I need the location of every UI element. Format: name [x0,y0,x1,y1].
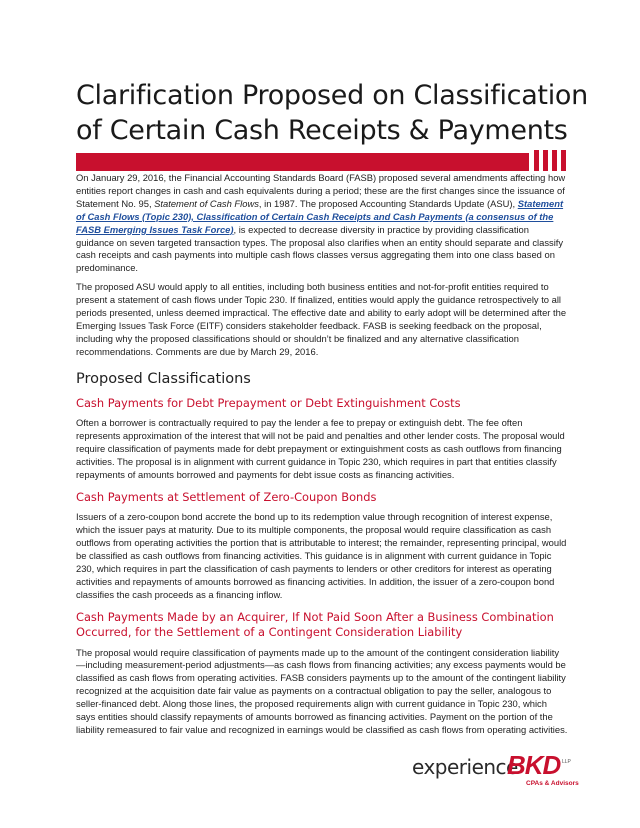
page-title: Clarification Proposed on Classification of Certain Cash Receipts & Payments [76,80,588,146]
statement-title: Statement of Cash Flows [154,197,259,209]
article-body [76,172,568,743]
subsection-body: The proposal would require classification of payments made up to the amount of the contingent consideration liability—including measurement-period adjustments—as cash flows from financing activities; any excess payments would be classified as cash flows from operating activities. FASB considers payments up to the amount of the contingent liability recognized at the acquisition date fair value as payments on a contractual obligation to pay the seller, analogous to seller-financed debt. Along those lines, the proposed requirements align with current guidance in Topic 230, which says entities should classify repayments of amounts borrowed as financing activities. Payment on the portion of the liability remeasured to fair value and recognized in earnings would be classified as cash flows from operating activities. [76,646,568,735]
subsection-body: Issuers of a zero-coupon bond accrete the bond up to its redemption value through recognition of interest expense, which the issuer pays at maturity. Due to its multiple components, the proposal would require classification as cash outflows from operating activities the portion that is attributable to interest; the remainder, representing principal, would be classified as cash outflows from financing activities. This guidance is in alignment with current guidance in Topic 230, which requires in part the classification of cash payments to lenders or other creditors for interest as operating activities and repayments of amounts borrowed as financing activities. In addition, the issuer of a zero-coupon bond classifies the cash proceeds as a financing inflow. [76,511,567,600]
asu-link[interactable]: Statement of Cash Flows (Topic 230), Classification of Certain Cash Receipts and Cash Payments (a consensus of the FASB Emerging Issues Task Force) [76,197,564,235]
logo-brand: BKD [507,750,561,780]
logo-tagline: CPAs & Advisors [526,780,579,787]
subsection-body: Often a borrower is contractually required to pay the lender a fee to prepay or extinguish debt. The fee often represents approximation of the interest that will not be paid and penalties and other lender costs. The proposal would require classification of payments made for debt prepayment or extinguishment costs as cash outflows from financing activities. The proposal is in alignment with current guidance in Topic 230, which requires in part that entities classify repayments of amounts borrowed and payments for debt issue costs as financing activities. [76,417,565,480]
intro-text: , in 1987. The proposed Accounting Standards Update (ASU), [258,197,518,209]
subsection-heading: Cash Payments Made by an Acquirer, If Not Paid Soon After a Business Combination Occurred, for the Settlement of a Contingent Consideration Liability [76,609,554,640]
title-divider-bar [76,153,529,171]
intro-text: On January 29, 2016, the Financial Accounting Standards Board (FASB) proposed several amendments affecting how entities report changes in cash and cash equivalents during a period; these are the first changes since the issuance of Statement No. 95, [76,172,566,209]
logo-llp: LLP [562,759,571,765]
intro-text: , is expected to decrease diversity in practice by providing classification guidance on seven targeted transaction types. The proposal also clarifies when an entity should separate and classify cash receipts and cash payments into multiple cash flows classes versus aggregating them into one class based on predominance. [76,223,564,274]
brand-stripe [534,150,539,171]
intro-paragraph-2: The proposed ASU would apply to all entities, including both business entities and not-for-profit entities required to present a statement of cash flows under Topic 230. If finalized, entities would apply the guidance retrospectively to all periods presented, unless deemed impractical. The effective date and ability to early adopt will be determined after the Emerging Issues Task Force (EITF) considers stakeholder feedback. FASB is seeking feedback on the proposal, including why the proposed classifications should or shouldn’t be finalized and any alternative classification recommendations. Comments are due by March 29, 2016. [76,281,567,357]
brand-stripe [543,150,548,171]
brand-stripe [561,150,566,171]
brand-stripe [552,150,557,171]
intro-paragraph-1 [76,172,568,275]
logo-word: experience [412,755,518,779]
bkd-logo [412,750,582,795]
section-heading: Proposed Classifications [76,370,251,387]
subsection-heading: Cash Payments at Settlement of Zero-Coupon Bonds [76,489,377,504]
subsection-heading: Cash Payments for Debt Prepayment or Debt Extinguishment Costs [76,395,461,410]
